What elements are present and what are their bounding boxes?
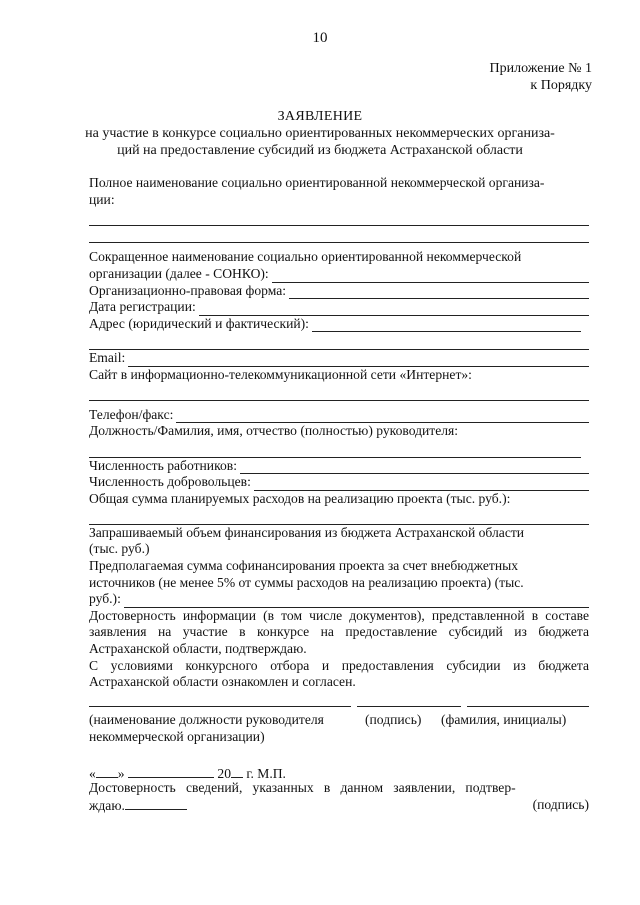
date-year-prefix: 20 <box>217 766 231 781</box>
form-body <box>89 175 589 691</box>
field-full-name-line-2[interactable] <box>89 226 589 244</box>
field-cofin-label-2: источников (не менее 5% от суммы расходов на реализацию проекта) (тыс. <box>89 574 524 590</box>
field-email-row <box>89 350 589 367</box>
statement-reliability: Достоверность информации (в том числе документов), представленной в составе заявления на участие в конкурсе на предоставление субсидий из бюджета Астраханской области, подтверждаю. <box>89 607 589 657</box>
field-cofin-row <box>89 591 589 608</box>
field-address-line-2[interactable] <box>89 332 589 350</box>
field-phone-line[interactable] <box>176 409 589 423</box>
field-short-name-line[interactable] <box>272 269 589 283</box>
field-short-name-label-1: Сокращенное наименование социально ориентированной некоммерческой <box>89 249 522 265</box>
signature-lines <box>89 706 589 708</box>
caption-name: (фамилия, инициалы) <box>441 712 567 727</box>
signature-sign-line[interactable] <box>357 706 461 707</box>
field-total-cost-line[interactable] <box>89 507 589 525</box>
field-email-line[interactable] <box>128 353 589 367</box>
field-short-name-row <box>89 266 589 283</box>
signature-captions <box>89 712 589 745</box>
confirm-line-2: ждаю. <box>89 797 125 813</box>
page-number: 10 <box>312 30 328 46</box>
field-requested-label-1: Запрашиваемый объем финансирования из бюджета Астраханской области <box>89 524 525 540</box>
field-employees-label: Численность работников: <box>89 457 237 473</box>
field-full-name-label-2: ции: <box>89 191 115 207</box>
field-total-cost-label: Общая сумма планируемых расходов на реализацию проекта (тыс. руб.): <box>89 490 511 506</box>
caption-position-2: некоммерческой организации) <box>89 728 265 744</box>
field-head-label: Должность/Фамилия, имя, отчество (полностью) руководителя: <box>89 423 459 439</box>
annex-line-2: к Порядку <box>530 78 592 93</box>
field-cofin-line[interactable] <box>124 594 589 608</box>
confirm-sign-caption: (подпись) <box>532 796 589 812</box>
field-full-name-label-1: Полное наименование социально ориентированной некоммерческой организа- <box>89 175 545 190</box>
field-volunteers-label: Численность добровольцев: <box>89 474 251 490</box>
confirm-sign-line[interactable] <box>125 797 187 810</box>
title-heading: ЗАЯВЛЕНИЕ <box>277 109 363 124</box>
statement-conditions: С условиями конкурсного отбора и предоставления субсидии из бюджета Астраханской области ознакомлен и согласен. <box>89 657 589 690</box>
date-year-line[interactable] <box>231 765 243 778</box>
field-short-name-label-2: организации (далее - СОНКО): <box>89 265 269 281</box>
date-open-quote: « <box>89 766 96 781</box>
field-address-line[interactable] <box>312 318 581 332</box>
date-suffix: г. М.П. <box>246 766 286 781</box>
field-legal-form-row <box>89 283 589 300</box>
caption-position-1: (наименование должности руководителя <box>89 712 324 727</box>
field-reg-date-row <box>89 299 589 316</box>
field-address-row <box>89 316 589 333</box>
field-cofin-label-1: Предполагаемая сумма софинансирования проекта за счет внебюджетных <box>89 558 519 574</box>
date-close-quote: » <box>117 766 125 781</box>
field-full-name-line-1[interactable] <box>89 208 589 226</box>
field-head-line[interactable] <box>89 440 581 458</box>
field-email-label: Email: <box>89 349 126 365</box>
field-requested-label-2: (тыс. руб.) <box>89 541 150 557</box>
field-employees-line[interactable] <box>240 460 589 474</box>
confirmation-block <box>89 780 589 813</box>
date-day-line[interactable] <box>96 765 118 778</box>
document-title <box>0 108 640 159</box>
signature-name-line[interactable] <box>467 706 589 707</box>
title-subtitle-1: на участие в конкурсе социально ориентированных некоммерческих организа- <box>85 126 555 141</box>
signature-position-line[interactable] <box>89 706 351 707</box>
confirm-line-1: Достоверность сведений, указанных в данном заявлении, подтвер- <box>89 780 516 795</box>
annex-reference <box>490 60 593 94</box>
field-website-line[interactable] <box>89 383 589 401</box>
field-address-label: Адрес (юридический и фактический): <box>89 315 309 331</box>
field-website-label: Сайт в информационно-телекоммуникационной сети «Интернет»: <box>89 366 472 382</box>
field-legal-form-line[interactable] <box>289 285 589 299</box>
date-month-line[interactable] <box>128 765 214 778</box>
title-subtitle-2: ций на предоставление субсидий из бюджета Астраханской области <box>117 143 523 158</box>
field-volunteers-line[interactable] <box>254 477 589 491</box>
caption-sign: (подпись) <box>365 712 422 727</box>
field-employees-row <box>89 458 589 475</box>
annex-line-1: Приложение № 1 <box>489 61 592 76</box>
field-reg-date-label: Дата регистрации: <box>89 299 196 315</box>
field-phone-label: Телефон/факс: <box>89 406 174 422</box>
field-cofin-label-3: руб.): <box>89 591 121 607</box>
field-reg-date-line[interactable] <box>199 302 589 316</box>
field-phone-row <box>89 407 589 424</box>
field-legal-form-label: Организационно-правовая форма: <box>89 282 287 298</box>
field-volunteers-row <box>89 474 589 491</box>
